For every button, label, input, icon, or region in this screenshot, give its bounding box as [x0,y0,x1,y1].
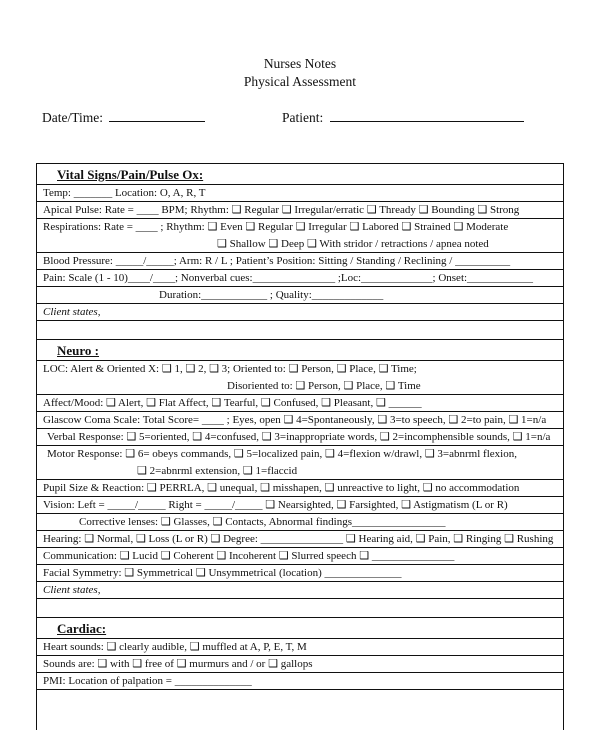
motor-line-1: Motor Response: ❑ 6= obeys commands, ❑ 5=localized pain, ❑ 4=flexion w/drawl, ❑ 3=abnrml flexion, [47,448,517,460]
neuro-blank-row[interactable] [37,599,563,618]
affect-row[interactable]: Affect/Mood: ❑ Alert, ❑ Flat Affect, ❑ Tearful, ❑ Confused, ❑ Pleasant, ❑ ______ [37,395,563,412]
neuro-heading: Neuro : [37,340,563,361]
motor-line-2: ❑ 2=abnrml extension, ❑ 1=flaccid [137,464,298,477]
respirations-line-1: Respirations: Rate = ____ ; Rhythm: ❑ Even ❑ Regular ❑ Irregular ❑ Labored ❑ Strained ❑ Moderate [43,221,509,233]
neuro-client-states[interactable]: Client states, [37,582,563,599]
motor-response-row[interactable] [37,446,563,480]
glasgow-row[interactable]: Glascow Coma Scale: Total Score= ____ ; Eyes, open ❑ 4=Spontaneously, ❑ 3=to speech, ❑ 2=to pain, ❑ 1=n/a [37,412,563,429]
vision-row[interactable]: Vision: Left = _____/_____ Right = _____/_____ ❑ Nearsighted, ❑ Farsighted, ❑ Astigmatism (L or R) [37,497,563,514]
patient-line [330,120,524,122]
loc-row[interactable] [37,361,563,395]
assessment-form [36,163,564,730]
verbal-response-row[interactable]: Verbal Response: ❑ 5=oriented, ❑ 4=confused, ❑ 3=inappropriate words, ❑ 2=incomphensible sounds, ❑ 1=n/a [37,429,563,446]
pupil-row[interactable]: Pupil Size & Reaction: ❑ PERRLA, ❑ unequal, ❑ misshapen, ❑ unreactive to light, ❑ no accommodation [37,480,563,497]
date-time-label: Date/Time: [42,110,104,125]
pain-duration-row[interactable]: Duration:____________ ; Quality:_____________ [37,287,563,304]
pain-row[interactable]: Pain: Scale (1 - 10)____/____; Nonverbal cues:_______________ ;Loc:_____________; Onset:____________ [37,270,563,287]
form-title: Nurses Notes [263,56,337,71]
date-time-field[interactable] [42,110,205,126]
loc-line-1: LOC: Alert & Oriented X: ❑ 1, ❑ 2, ❑ 3; Oriented to: ❑ Person, ❑ Place, ❑ Time; [43,363,417,375]
form-subtitle: Physical Assessment [243,74,357,89]
vitals-blank-row[interactable] [37,321,563,340]
communication-row[interactable]: Communication: ❑ Lucid ❑ Coherent ❑ Incoherent ❑ Slurred speech ❑ _______________ [37,548,563,565]
patient-label: Patient: [282,110,324,125]
sounds-are-row[interactable]: Sounds are: ❑ with ❑ free of ❑ murmurs and / or ❑ gallops [37,656,563,673]
heart-sounds-row[interactable]: Heart sounds: ❑ clearly audible, ❑ muffled at A, P, E, T, M [37,639,563,656]
patient-field[interactable] [282,110,524,126]
corrective-lenses-row[interactable]: Corrective lenses: ❑ Glasses, ❑ Contacts, Abnormal findings_________________ [37,514,563,531]
respirations-row[interactable] [37,219,563,253]
cardiac-heading: Cardiac: [37,618,563,639]
hearing-row[interactable]: Hearing: ❑ Normal, ❑ Loss (L or R) ❑ Degree: _______________ ❑ Hearing aid, ❑ Pain, ❑ Ringing ❑ Rushing [37,531,563,548]
vital-signs-heading: Vital Signs/Pain/Pulse Ox: [37,164,563,185]
pmi-row[interactable]: PMI: Location of palpation = ______________ [37,673,563,690]
loc-line-2: Disoriented to: ❑ Person, ❑ Place, ❑ Time [227,379,421,392]
facial-symmetry-row[interactable]: Facial Symmetry: ❑ Symmetrical ❑ Unsymmetrical (location) ______________ [37,565,563,582]
date-time-line [109,120,205,122]
vitals-client-states[interactable]: Client states, [37,304,563,321]
respirations-line-2: ❑ Shallow ❑ Deep ❑ With stridor / retractions / apnea noted [217,237,489,250]
blood-pressure-row[interactable]: Blood Pressure: _____/_____; Arm: R / L ; Patient’s Position: Sitting / Standing / Reclining / __________ [37,253,563,270]
apical-pulse-row[interactable]: Apical Pulse: Rate = ____ BPM; Rhythm: ❑ Regular ❑ Irregular/erratic ❑ Thready ❑ Bounding ❑ Strong [37,202,563,219]
temp-row[interactable]: Temp: _______ Location: O, A, R, T [37,185,563,202]
